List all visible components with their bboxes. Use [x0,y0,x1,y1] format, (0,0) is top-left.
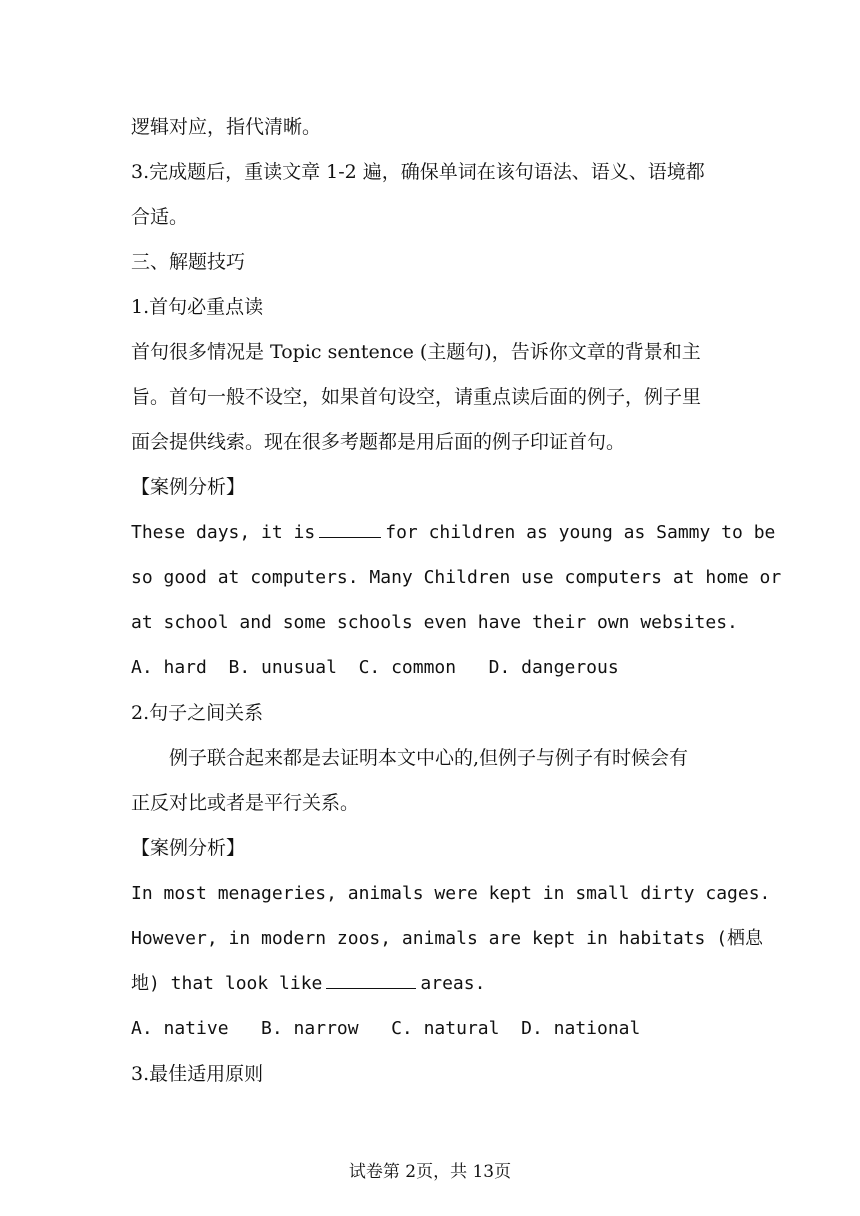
example-text: 地) that look like [131,973,323,994]
paragraph-line: 首句很多情况是 Topic sentence (主题句)，告诉你文章的背景和主 [131,341,701,363]
tip-heading: 1.首句必重点读 [131,296,264,318]
answer-options: A. hard B. unusual C. common D. dangerous [131,657,619,678]
fill-in-blank [319,519,381,538]
tip-heading: 3.最佳适用原则 [131,1063,264,1085]
text-line: 合适。 [131,206,189,228]
example-text: areas. [420,973,486,994]
tip-heading: 2.句子之间关系 [131,702,264,724]
answer-options: A. native B. narrow C. natural D. national [131,1018,641,1039]
paragraph-line: 旨。首句一般不设空，如果首句设空，请重点读后面的例子，例子里 [131,386,702,408]
example-line: However, in modern zoos, animals are kept in habitats (栖息 [131,928,764,949]
example-text: for children as young as Sammy to be [385,522,776,543]
example-text: These days, it is [131,522,316,543]
paragraph-line: 面会提供线索。现在很多考题都是用后面的例子印证首句。 [131,431,626,453]
paragraph-line: 正反对比或者是平行关系。 [131,792,360,814]
example-line: so good at computers. Many Children use computers at home or [131,567,782,588]
example-line [131,969,731,999]
example-line: In most menageries, animals were kept in small dirty cages. [131,883,771,904]
example-line: at school and some schools even have their own websites. [131,612,738,633]
fill-in-blank [326,970,416,989]
page-footer: 试卷第 2页，共 13页 [348,1162,512,1182]
text-line: 逻辑对应，指代清晰。 [131,116,322,138]
text-line: 3.完成题后，重读文章 1-2 遍，确保单词在该句语法、语义、语境都 [131,161,705,183]
case-analysis-label: 【案例分析】 [131,837,246,859]
case-analysis-label: 【案例分析】 [131,476,246,498]
section-heading: 三、解题技巧 [131,251,246,273]
example-line [131,518,776,548]
paragraph-line: 例子联合起来都是去证明本文中心的,但例子与例子有时候会有 [169,747,689,769]
